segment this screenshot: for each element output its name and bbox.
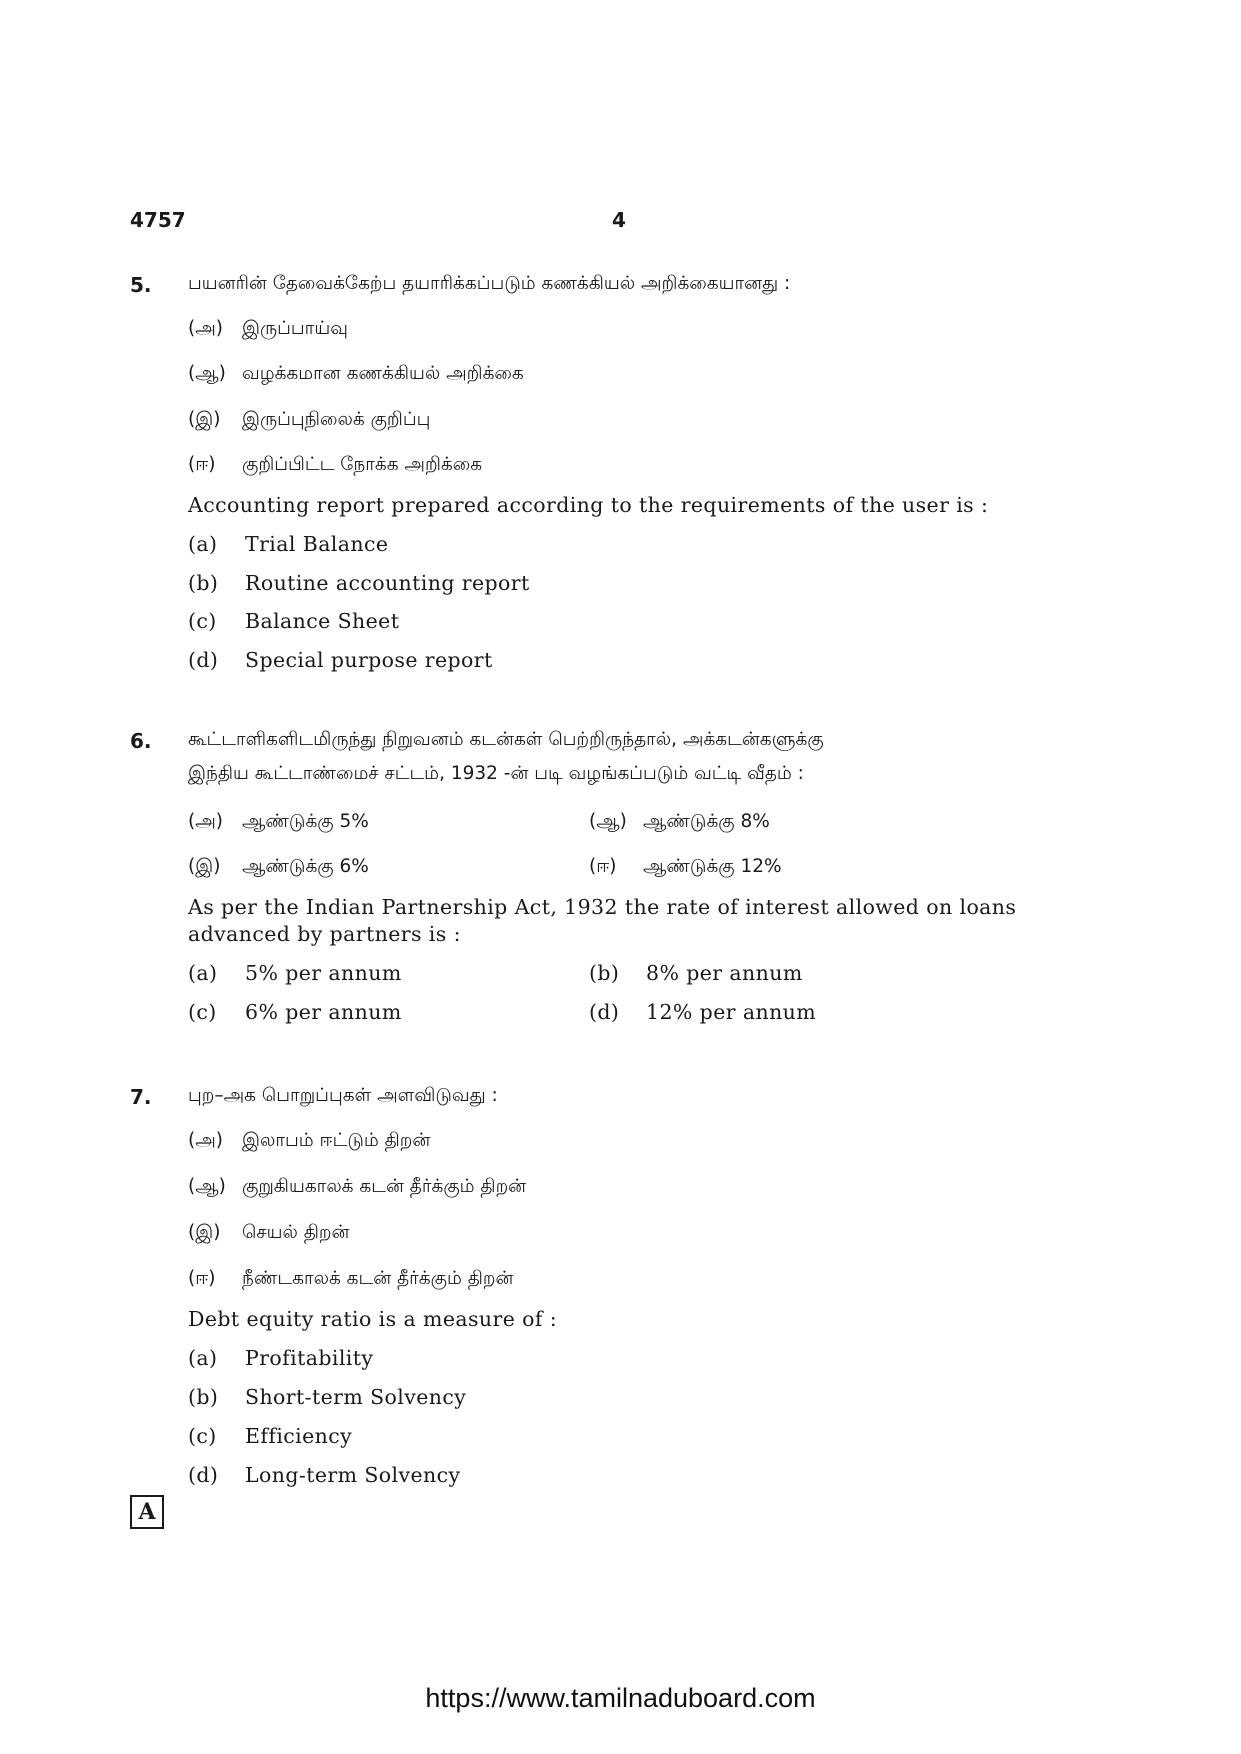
option-english-d: (d) Special purpose report [188,648,493,672]
version-badge: A [130,1495,164,1529]
option-english-c: (c) Balance Sheet [188,609,400,633]
page-header [130,208,1090,238]
source-url[interactable]: https://www.tamilnaduboard.com [425,1683,816,1713]
question-text-tamil-line-2: இந்திய கூட்டாண்மைச் சட்டம், 1932 -ன் படி வழங்கப்படும் வட்டி வீதம் : [188,763,804,784]
question-text-tamil: புற–அக பொறுப்புகள் அளவிடுவது : [188,1085,498,1106]
option-tamil-c: (இ) ஆண்டுக்கு 6% [188,856,369,877]
question-text-english: Debt equity ratio is a measure of : [188,1307,558,1331]
question-number: 7. [130,1085,152,1109]
option-tamil-d: (ஈ) குறிப்பிட்ட நோக்க அறிக்கை [188,454,483,475]
question-text-english-line-2: advanced by partners is : [188,922,461,946]
page-number: 4 [612,208,626,232]
option-tamil-d: (ஈ) ஆண்டுக்கு 12% [589,856,782,877]
option-tamil-a: (அ) ஆண்டுக்கு 5% [188,811,369,832]
option-english-b: (b) Routine accounting report [188,571,530,595]
option-english-a: (a) Profitability [188,1346,374,1370]
option-tamil-a: (அ) இருப்பாய்வு [188,318,348,339]
option-tamil-b: (ஆ) குறுகியகாலக் கடன் தீர்க்கும் திறன் [188,1176,527,1197]
option-english-a: (a) 5% per annum [188,961,402,985]
option-english-d: (d) Long-term Solvency [188,1463,461,1487]
paper-code: 4757 [130,208,186,232]
question-text-tamil: பயனரின் தேவைக்கேற்ப தயாரிக்கப்படும் கணக்கியல் அறிக்கையானது : [188,273,791,294]
option-english-c: (c) 6% per annum [188,1000,402,1024]
option-english-b: (b) 8% per annum [589,961,803,985]
option-tamil-c: (இ) செயல் திறன் [188,1222,350,1243]
option-tamil-b: (ஆ) ஆண்டுக்கு 8% [589,811,770,832]
option-english-d: (d) 12% per annum [589,1000,817,1024]
option-english-a: (a) Trial Balance [188,532,389,556]
question-number: 5. [130,273,152,297]
question-text-tamil-line-1: கூட்டாளிகளிடமிருந்து நிறுவனம் கடன்கள் பெற்றிருந்தால், அக்கடன்களுக்கு [188,729,824,750]
option-tamil-a: (அ) இலாபம் ஈட்டும் திறன் [188,1130,431,1151]
option-tamil-d: (ஈ) நீண்டகாலக் கடன் தீர்க்கும் திறன் [188,1268,514,1289]
option-tamil-c: (இ) இருப்புநிலைக் குறிப்பு [188,409,431,430]
option-tamil-b: (ஆ) வழக்கமான கணக்கியல் அறிக்கை [188,363,524,384]
option-english-b: (b) Short-term Solvency [188,1385,467,1409]
question-number: 6. [130,729,152,753]
option-english-c: (c) Efficiency [188,1424,353,1448]
question-text-english: Accounting report prepared according to the requirements of the user is : [188,493,989,517]
question-text-english-line-1: As per the Indian Partnership Act, 1932 the rate of interest allowed on loans [188,895,1017,919]
